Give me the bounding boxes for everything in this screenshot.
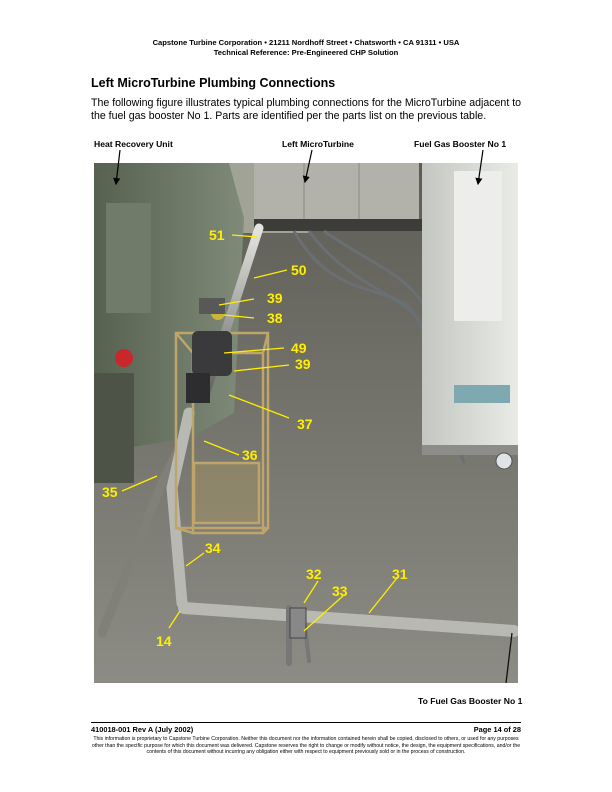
callout-39-upper: 39	[267, 290, 283, 306]
callout-38: 38	[267, 310, 283, 326]
callout-50: 50	[291, 262, 307, 278]
footer-divider	[91, 722, 521, 723]
header-address: Capstone Turbine Corporation • 21211 Nordhoff Street • Chatsworth • CA 91311 • USA	[152, 38, 460, 47]
caption-to-fuel-gas-booster: To Fuel Gas Booster No 1	[418, 696, 523, 706]
section-title: Left MicroTurbine Plumbing Connections	[91, 76, 336, 90]
callout-35: 35	[102, 484, 118, 500]
left-microturbine-unit	[254, 163, 424, 231]
callout-32: 32	[306, 566, 322, 582]
footer-doc-id: 410018-001 Rev A (July 2002)	[91, 725, 194, 734]
pipe-stand	[290, 608, 306, 638]
callout-37: 37	[297, 416, 313, 432]
fuel-gas-booster-unit	[422, 163, 518, 469]
callout-49: 49	[291, 340, 307, 356]
callout-31: 31	[392, 566, 408, 582]
section-intro: The following figure illustrates typical plumbing connections for the MicroTurbine adjacent to the fuel gas booster No 1. Parts are identified per the parts list on the previous table.	[91, 97, 522, 122]
callout-33: 33	[332, 583, 348, 599]
callout-51: 51	[209, 227, 225, 243]
callout-36: 36	[242, 447, 258, 463]
callout-34: 34	[205, 540, 221, 556]
callout-14: 14	[156, 633, 172, 649]
footer-page-number: Page 14 of 28	[473, 725, 521, 734]
callout-39-lower: 39	[295, 356, 311, 372]
caption-heat-recovery-unit: Heat Recovery Unit	[94, 139, 173, 149]
caption-fuel-gas-booster: Fuel Gas Booster No 1	[414, 139, 507, 149]
caption-left-microturbine: Left MicroTurbine	[282, 139, 354, 149]
plumbing-photo	[94, 163, 518, 683]
header-subtitle: Technical Reference: Pre-Engineered CHP Solution	[213, 48, 399, 57]
footer-proprietary-notice: This information is proprietary to Capstone Turbine Corporation. Neither this document nor the information contained herein shall be copied, disclosed to others, or used for any purposes other than the specific purpose for which this document was delivered. Capstone reserves the right to change or modify without notice, the design, the equipment specifications, and/or the contents of this document without incurring any obligation either with respect to equipment previously sold or in the process of construction.	[91, 736, 521, 755]
